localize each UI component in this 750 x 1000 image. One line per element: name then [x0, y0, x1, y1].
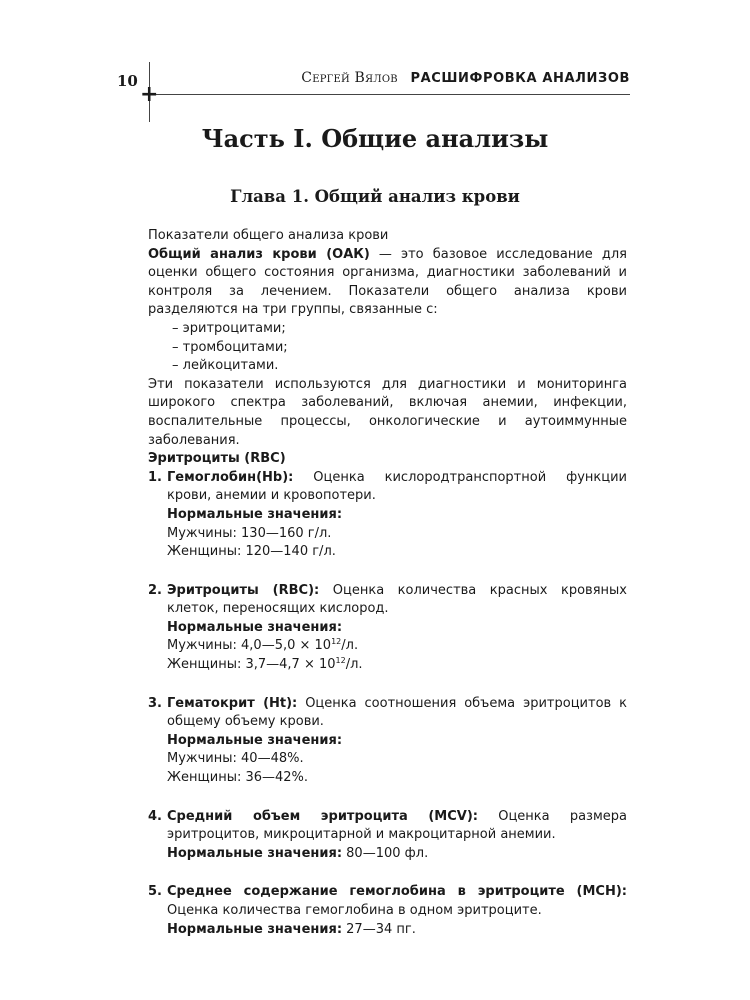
item-description: Оценка количества красных кровяных клеток, переносящих кислород.: [167, 582, 627, 617]
item-description: Оценка количества гемоглобина в одном эритроците.: [167, 903, 542, 918]
item-term: Гематокрит (Ht):: [167, 695, 298, 711]
norms-label: Нормальные значения:: [167, 619, 343, 635]
indicator-item-mcv: [148, 808, 627, 845]
item-number: 1.: [148, 469, 162, 485]
item-text: [167, 695, 627, 732]
norms-label: Нормальные значения:: [167, 921, 343, 937]
norms-label: Нормальные значения:: [167, 506, 343, 522]
indicator-item-hematocrit: [148, 695, 627, 732]
norm-line: [148, 921, 627, 940]
intro-subtitle: Показатели общего анализа крови: [148, 228, 389, 243]
item-description: Оценка кислородтранспортной функции крови, анемии и кровопотери.: [167, 469, 627, 504]
body-text: [148, 227, 627, 939]
item-text: [167, 808, 627, 845]
list-item: – лейкоцитами.: [172, 358, 279, 374]
header-rule: [150, 94, 630, 95]
chapter-title: Глава 1. Общий анализ крови: [230, 187, 520, 206]
norm-female: Женщины: 120—140 г/л.: [167, 544, 336, 560]
item-term: Среднее содержание гемоглобина в эритроците (MCH):: [167, 884, 627, 900]
indicator-item-rbc: [148, 582, 627, 619]
norm-male: [148, 637, 627, 656]
norm-male-value: Мужчины: 4,0—5,0 × 10: [167, 638, 332, 654]
item-term: Средний объем эритроцита (MCV):: [167, 808, 478, 824]
norm-female-unit: /л.: [345, 657, 363, 673]
page-number: 10: [117, 72, 138, 90]
definition-term: Общий анализ крови (ОАК): [148, 246, 370, 262]
norm-female-value: Женщины: 3,7—4,7 × 10: [167, 657, 336, 673]
item-number: 2.: [148, 582, 162, 598]
norms-label: Нормальные значения:: [167, 732, 343, 748]
norm-male: Мужчины: 40—48%.: [167, 751, 304, 767]
crop-mark-cross: +: [140, 82, 159, 107]
running-head: [301, 70, 630, 86]
item-text: [167, 582, 627, 619]
item-description: Оценка размера эритроцитов, микроцитарной и макроцитарной анемии.: [167, 808, 627, 843]
norm-male: Мужчины: 130—160 г/л.: [167, 525, 332, 541]
intro-definition: [148, 246, 627, 320]
norm-value: 27—34 пг.: [342, 921, 416, 937]
indicator-item-mch: [148, 883, 627, 920]
intro-closing: Эти показатели используются для диагностики и мониторинга широкого спектра заболеваний, включая анемии, инфекции, воспалительные процессы, онкологические и аутоиммунные заболевания.: [148, 376, 627, 448]
item-text: [167, 469, 627, 506]
item-number: 4.: [148, 808, 162, 824]
list-item: – эритроцитами;: [172, 320, 286, 336]
item-term: Гемоглобин(Hb):: [167, 469, 294, 485]
list-item: – тромбоцитами;: [172, 339, 288, 355]
definition-text: — это базовое исследование для оценки общего состояния организма, диагностики заболеваний и контроля за лечением. Показатели общего анализа крови разделяются на три группы, связанные с:: [148, 246, 627, 318]
item-term: Эритроциты (RBC):: [167, 582, 320, 598]
norm-female: Женщины: 36—42%.: [167, 770, 309, 786]
norm-line: [148, 845, 627, 864]
norms-label: Нормальные значения:: [167, 845, 343, 861]
item-text: [167, 883, 627, 920]
section-heading-rbc: Эритроциты (RBC): [148, 451, 286, 467]
norm-male-exponent: 12: [331, 637, 342, 647]
running-head-book-title: РАСШИФРОВКА АНАЛИЗОВ: [410, 71, 630, 86]
item-description: Оценка соотношения объема эритроцитов к общему объему крови.: [167, 695, 627, 730]
norm-female-exponent: 12: [335, 656, 346, 666]
part-title: Часть I. Общие анализы: [201, 124, 549, 153]
norm-female: [148, 656, 627, 675]
item-number: 3.: [148, 695, 162, 711]
item-number: 5.: [148, 884, 162, 900]
norm-male-unit: /л.: [341, 638, 359, 654]
running-head-author: Сергей Вялов: [301, 70, 398, 86]
norm-value: 80—100 фл.: [342, 845, 429, 861]
indicator-item-hemoglobin: [148, 469, 627, 506]
